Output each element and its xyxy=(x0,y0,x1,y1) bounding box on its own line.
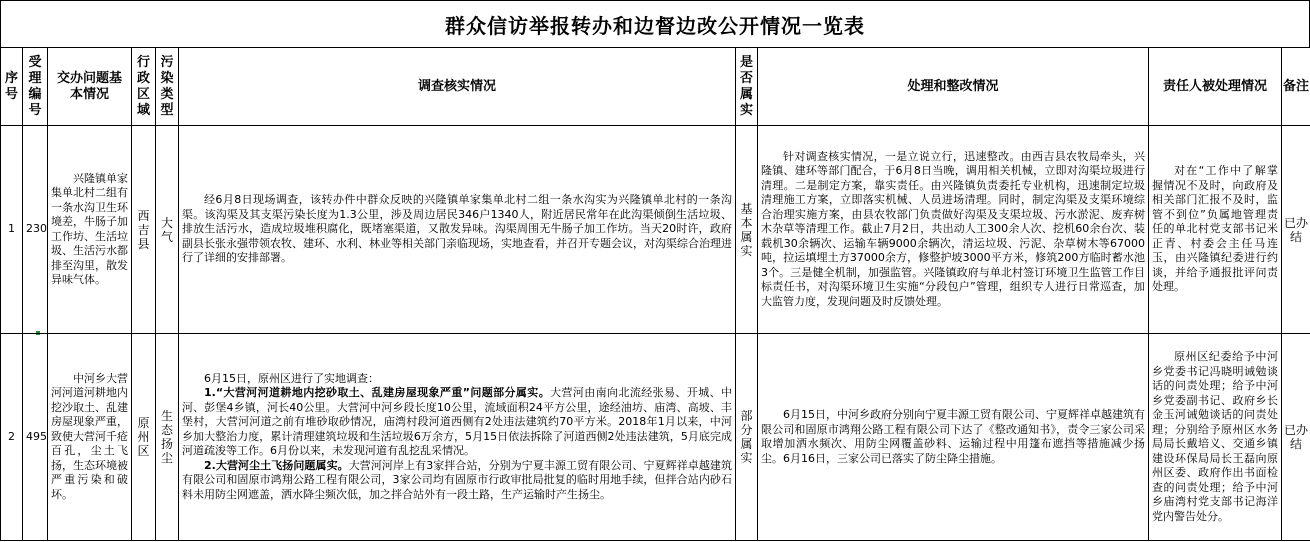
cell-id: 495 xyxy=(23,334,48,541)
cell-verified: 部分属实 xyxy=(736,334,758,541)
cell-problem xyxy=(48,126,132,334)
handling-text: 6月15日，中河乡政府分别向宁夏丰源工贸有限公司、宁夏辉祥卓越建筑有限公司和固原市鸿翔公路工程有限公司下达了《整改通知书》，责令三家公司采取增加洒水频次、用防尘网覆盖砂料、运输过程中用篷布遮挡等措施减少扬尘。6月16日，三家公司已落实了防尘降尘措施。 xyxy=(761,408,1145,465)
header-pollution: 污染类型 xyxy=(156,48,179,126)
cell-investigation xyxy=(179,334,736,541)
cell-handling xyxy=(758,126,1149,334)
accountability-text: 对在“工作中了解掌握情况不及时，向政府及相关部门汇报不及时，监管不到位”负属地管理责任的单北村党支部书记米正青、村委会主任马连玉，由兴隆镇纪委进行约谈，并给予通报批评问责处理。 xyxy=(1152,164,1278,294)
investigation-item-1-body: 大营河由南向北流经张易、开城、中河、彭堡4乡镇，河长40公里。大营河中河乡段长度10公里，流域面积24平方公里，途经油坊、庙湾、高坡、丰堡村，大营河河道之前有堆砂取砂情况，庙湾村段河道西侧有2处违法建筑约70平方米。2018年1月以来，中河乡加大整治力度，累计清理建筑垃圾和生活垃圾6万余方，5月15日依法拆除了河道西侧2处违法建筑，5月底完成河道疏浚等工作。6月份以来，未发现河道有乱挖乱采情况。 xyxy=(182,386,732,458)
investigation-item-2-body: 大营河河岸上有3家拌合站，分别为宁夏丰源工贸有限公司、宁夏辉祥卓越建筑有限公司和固原市鸿翔公路工程有限公司，3家公司均有固原市行政审批局批复的临时用地手续，但拌合站内砂石料未用防尘网遮盖，洒水降尘频次低，加之拌合站外有一段土路，生产运输时产生扬尘。 xyxy=(182,458,732,501)
cell-region: 西吉县 xyxy=(132,126,156,334)
cell-region: 原州区 xyxy=(132,334,156,541)
handling-text: 针对调查核实情况，一是立说立行，迅速整改。由西吉县农牧局牵头，兴隆镇、建环等部门配合，于6月8日当晚，调用相关机械，立即对沟渠垃圾进行清理。二是制定方案，靠实责任。由兴隆镇负责委托专业机构，迅速制定垃圾清理施工方案，立即落实机械、人员进场清理。同时，制定沟渠及支渠环境综合治理实施方案，由县农牧部门负责做好沟渠及支渠垃圾、污水淤泥、废弃树木杂草等清理工作。截止7月2日，共出动人工300余人次、挖机60余台次、装载机30余辆次、运输车辆9000余辆次，清运垃圾、污泥、杂草树木等67000吨，拉运填埋土方37000余方，修整护坡3000平方米，修筑200方临时蓄水池3个。三是健全机制，加强监管。兴隆镇政府与单北村签订环境卫生监管工作目标责任书，对沟渠环境卫生实施“分段包户”管理，组织专人进行日常巡查，加大监管力度，发现问题及时反馈处理。 xyxy=(761,149,1145,308)
investigation-item-2 xyxy=(182,459,732,503)
header-accountability: 责任人被处理情况 xyxy=(1149,48,1282,126)
cell-remark: 已办结 xyxy=(1282,126,1310,334)
problem-text: 中河乡大营河河道河耕地内挖沙取土、乱建房屋现象严重，致使大营河千疮百孔，尘土飞扬，生态环境被严重污染和破坏。 xyxy=(51,371,128,501)
accountability-text: 原州区纪委给予中河乡党委书记冯晓明诫勉谈话的问责处理；给予中河乡党委副书记、政府乡长金玉河诫勉谈话的问责处理；分别给予原州区水务局局长戴培义、交通乡镇建设环保局局长王磊向原州区委、政府作出书面检查的问责处理；给予中河乡庙湾村党支部书记海洋党内警告处分。 xyxy=(1152,350,1278,523)
header-seq: 序号 xyxy=(1,48,23,126)
cell-accountability xyxy=(1149,126,1282,334)
header-investigation: 调查核实情况 xyxy=(179,48,736,126)
header-region: 行政区域 xyxy=(132,48,156,126)
cell-problem xyxy=(48,334,132,541)
cell-id: 230 xyxy=(23,126,48,334)
investigation-text: 经6月8日现场调查，该转办件中群众反映的兴隆镇单家集单北村二组一条水沟实为兴隆镇单北村的一条沟渠。该沟渠及其支渠污染长度为1.3公里，涉及周边居民346户1340人，附近居民常年在此沟渠倾倒生活垃圾、排放生活污水，造成垃圾堆积腐化，既堵塞渠道，又散发异味。沟渠周围无牛肠子加工作坊。当天20时许，政府副县长张永强带领农牧、建环、水利、林业等相关部门亲临现场，实地查看，并召开专题会议，对沟渠综合治理进行了详细的安排部署。 xyxy=(182,193,732,265)
cell-handling xyxy=(758,334,1149,541)
header-verified: 是否属实 xyxy=(736,48,758,126)
cell-pollution: 大气 xyxy=(156,126,179,334)
investigation-item-1 xyxy=(182,386,732,459)
problem-text: 兴隆镇单家集单北村二组有一条水沟卫生环境差，牛肠子加工作坊、生活垃圾、生活污水都排至沟里，散发异味气体。 xyxy=(51,171,128,286)
investigation-intro: 6月15日，原州区进行了实地调查： xyxy=(204,371,379,385)
cell-remark: 已办结 xyxy=(1282,334,1310,541)
cell-accountability xyxy=(1149,334,1282,541)
cell-seq: 2 xyxy=(1,334,23,541)
disclosure-table xyxy=(0,47,1310,541)
table-row xyxy=(1,334,1310,541)
cell-seq: 1 xyxy=(1,126,23,334)
page-title: 群众信访举报转办和边督边改公开情况一览表 xyxy=(0,0,1310,48)
investigation-item-1-title: 1.“大营河河道耕地内挖砂取土、乱建房屋现象严重”问题部分属实。 xyxy=(204,386,551,400)
header-row xyxy=(1,48,1310,126)
cell-pollution: 生态扬尘 xyxy=(156,334,179,541)
header-handling: 处理和整改情况 xyxy=(758,48,1149,126)
header-id: 受理编号 xyxy=(23,48,48,126)
cell-verified: 基本属实 xyxy=(736,126,758,334)
header-remark: 备注 xyxy=(1282,48,1310,126)
cell-investigation xyxy=(179,126,736,334)
table-row xyxy=(1,126,1310,334)
header-problem: 交办问题基本情况 xyxy=(48,48,132,126)
investigation-item-2-title: 2.大营河尘土飞扬问题属实。 xyxy=(204,458,349,472)
